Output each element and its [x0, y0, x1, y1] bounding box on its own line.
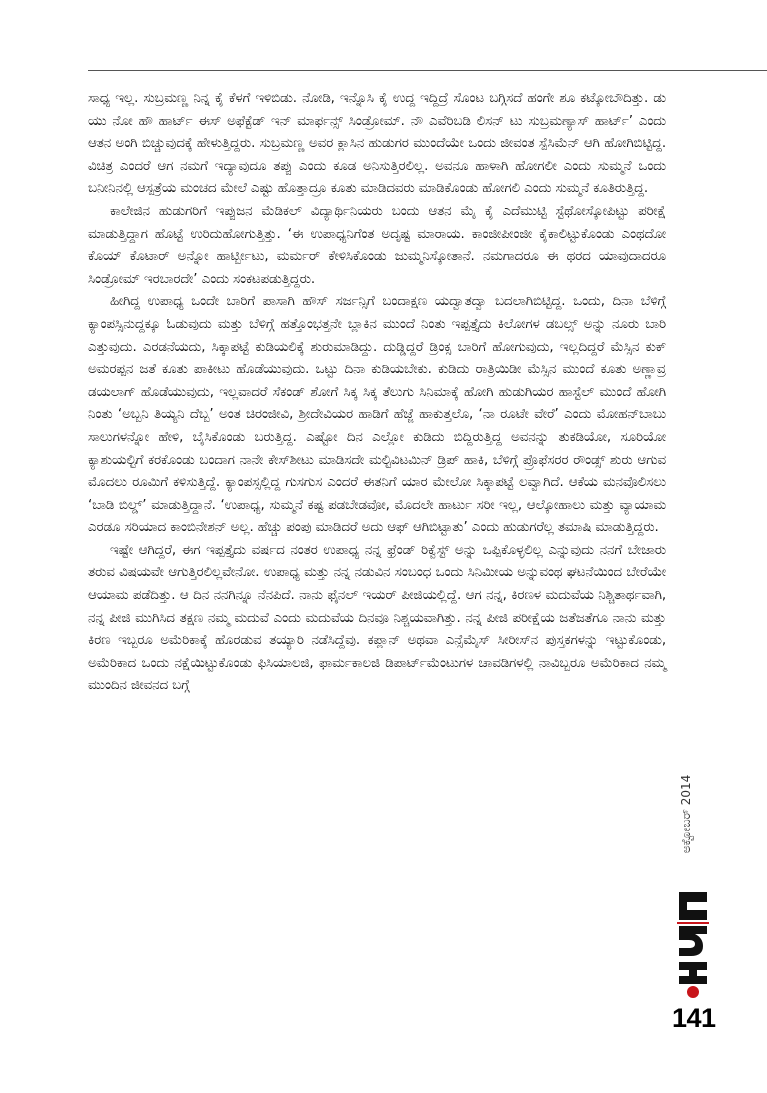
issue-date: ಅಕ್ಟೋಬರ್ 2014: [679, 774, 693, 854]
page-number: 141: [672, 1003, 716, 1033]
magazine-logo: [673, 888, 713, 1000]
header-rule: [88, 70, 767, 71]
article-paragraph: ಇಷ್ಟೇ ಆಗಿದ್ದರೆ, ಈಗ ಇಪ್ಪತ್ತೈದು ವರ್ಷದ ನಂತರ ಉಪಾಧ್ಯ ನನ್ನ ಫ್ರೆಂಡ್ ರಿಕ್ವೆಸ್ಟ್ ಅನ್ನು ಒಪ್ಪಿಕೊಳ್ಳಲಿಲ್ಲ ಎನ್ನುವುದು ನನಗೆ ಬೇಜಾರು ತರುವ ವಿಷಯವೇ ಆಗುತ್ತಿರಲಿಲ್ಲವೇನೋ. ಉಪಾಧ್ಯ ಮತ್ತು ನನ್ನ ನಡುವಿನ ಸಂಬಂಧ ಒಂದು ಸಿನಿಮೀಯ ಅನ್ನುವಂಥ ಘಟನೆಯಿಂದ ಬೇರೆಯೇ ಆಯಾಮ ಪಡೆದಿತ್ತು. ಆ ದಿನ ನನಗಿನ್ನೂ ನೆನಪಿದೆ. ನಾನು ಫೈನಲ್ ಇಯರ್ ಪೀಜಿಯಲ್ಲಿದ್ದೆ. ಆಗ ನನ್ನ, ಕಿರಣಳ ಮದುವೆಯ ನಿಶ್ಚಿತಾರ್ಥವಾಗಿ, ನನ್ನ ಪೀಜಿ ಮುಗಿಸಿದ ತಕ್ಷಣ ನಮ್ಮ ಮದುವೆ ಎಂದು ಮದುವೆಯ ದಿನವೂ ನಿಶ್ಚಯವಾಗಿತ್ತು. ನನ್ನ ಪೀಜಿ ಪರೀಕ್ಷೆಯ ಜತೆಜತೆಗೂ ನಾನು ಮತ್ತು ಕಿರಣ ಇಬ್ಬರೂ ಅಮೆರಿಕಾಕ್ಕೆ ಹೊರಡುವ ತಯ್ಯಾರಿ ನಡೆಸಿದ್ದೆವು. ಕಪ್ಲಾನ್ ಅಥವಾ ಎನ್ಸೆಮೈಸ್ ಸೀರೀಸ್‌ನ ಪುಸ್ತಕಗಳನ್ನು ಇಟ್ಟುಕೊಂಡು, ಅಮೆರಿಕಾದ ಒಂದು ನಕ್ಷೆಯಿಟ್ಟುಕೊಂಡು ಫಿಸಿಯಾಲಜಿ, ಫಾರ್ಮಕಾಲಜಿ ಡಿಪಾರ್ಟ್‌ಮೆಂಟುಗಳ ಚಾವಡಿಗಳಲ್ಲಿ ನಾವಿಬ್ಬರೂ ಅಮೆರಿಕಾದ ನಮ್ಮ ಮುಂದಿನ ಜೀವನದ ಬಗ್ಗೆ: [88, 542, 666, 694]
article-body: [88, 88, 666, 698]
article-paragraph: ಕಾಲೇಜಿನ ಹುಡುಗರಿಗೆ ಇಪ್ಪುಜನ ಮೆಡಿಕಲ್ ವಿದ್ಯಾರ್ಥಿನಿಯರು ಬಂದು ಆತನ ಮೈ ಕೈ ಎದೆಮುಟ್ಟಿ ಸ್ಟೆಥೋಸ್ಕೋಪಿಟ್ಟು ಪರೀಕ್ಷೆ ಮಾಡುತ್ತಿದ್ದಾಗ ಹೊಟ್ಟೆ ಉರಿದುಹೋಗುತ್ತಿತ್ತು. ‘ಈ ಉಪಾಧ್ಯನಿಗೆಂತ ಅದೃಷ್ಟ ಮಾರಾಯ. ಕಾಂಜೀಪೀಂಜೀ ಕೈಕಾಲಿಟ್ಟುಕೊಂಡು ಎಂಥದೋ ಕೊಯ್ ಕೊಟಾರ್ ಅನ್ನೋ ಹಾರ್ಟ್ಬೀಟು, ಮರ್ಮರ್ ಕೇಳಿಸಿಕೊಂಡು ಜುಮ್ಮನಿಸ್ಕೋತಾನೆ. ನಮಗಾದರೂ ಈ ಥರದ ಯಾವುದಾದರೂ ಸಿಂಡ್ರೋಮ್ ಇರಬಾರದೇ’ ಎಂದು ಸಂಕಟಪಡುತ್ತಿದ್ದರು.: [88, 203, 666, 287]
article-paragraph: ಸಾಧ್ಯ ಇಲ್ಲ. ಸುಬ್ರಮಣ್ಣ ನಿನ್ನ ಕೈ ಕೆಳಗೆ ಇಳಿಬಿಡು. ನೋಡಿ, ಇನ್ನೊಸಿ ಕೈ ಉದ್ದ ಇದ್ದಿದ್ರೆ ಸೊಂಟ ಬಗ್ಗಿಸದೆ ಹಂಗೇ ಶೂ ಕಟ್ಕೋಬೌದಿತ್ತು. ಡು ಯು ನೋ ಹೌ ಹಾರ್ಟ್ ಈಸ್ ಅಫೆಕ್ಟೆಡ್ ಇನ್ ಮಾರ್ಫನ್ಸ್ ಸಿಂಡ್ರೋಮ್. ನೌ ಎವೆರಿಬಡಿ ಲಿಸನ್ ಟು ಸುಬ್ರಮಣ್ಯಾಸ್ ಹಾರ್ಟ್’ ಎಂದು ಆತನ ಅಂಗಿ ಬಿಚ್ಚುವುದಕ್ಕೆ ಹೇಳುತ್ತಿದ್ದರು. ಸುಬ್ರಮಣ್ಣ ಅವರ ಕ್ಲಾಸಿನ ಹುಡುಗರ ಮುಂದೆಯೇ ಒಂದು ಜೀವಂತ ಸ್ಪೆಸಿಮೆನ್ ಆಗಿ ಹೋಗಿಬಿಟ್ಟಿದ್ದ. ವಿಚಿತ್ರ ಎಂದರೆ ಆಗ ನಮಗೆ ಇದ್ಯಾವುದೂ ತಪ್ಪು ಎಂದು ಕೂಡ ಅನಿಸುತ್ತಿರಲಿಲ್ಲ. ಅವನೂ ಹಾಳಾಗಿ ಹೋಗಲೀ ಎಂದು ಸುಮ್ಮನೆ ಒಂದು ಬನೀನಿನಲ್ಲಿ ಆಸ್ಪತ್ರೆಯ ಮಂಚದ ಮೇಲೆ ಎಷ್ಟು ಹೊತ್ತಾದ್ರೂ ಕೂತು ಮಾಡಿದವರು ಮಾಡಿಕೊಂಡು ಹೋಗಲಿ ಎಂದು ಸುಮ್ಮನೆ ಕೂತಿರುತ್ತಿದ್ದ.: [88, 91, 666, 197]
magazine-sidebar: [672, 760, 714, 1010]
article-paragraph: ಹೀಗಿದ್ದ ಉಪಾಧ್ಯ ಒಂದೇ ಬಾರಿಗೆ ಪಾಸಾಗಿ ಹೌಸ್ ಸರ್ಜನ್ಸಿಗೆ ಬಂದಾಕ್ಷಣ ಯದ್ವಾತದ್ವಾ ಬದಲಾಗಿಬಿಟ್ಟಿದ್ದ. ಒಂದು, ದಿನಾ ಬೆಳಿಗ್ಗೆ ಕ್ಯಾಂಪಸ್ಸಿನುದ್ದಕ್ಕೂ ಓಡುವುದು ಮತ್ತು ಬೆಳಿಗ್ಗೆ ಹತ್ತೊಂಭತ್ತನೇ ಬ್ಲಾಕಿನ ಮುಂದೆ ನಿಂತು ಇಪ್ಪತ್ತೈದು ಕಿಲೋಗಳ ಡಬಲ್ಸ್ ಅನ್ನು ನೂರು ಬಾರಿ ಎತ್ತುವುದು. ಎರಡನೆಯದು, ಸಿಕ್ಕಾಪಟ್ಟೆ ಕುಡಿಯಲಿಕ್ಕೆ ಶುರುಮಾಡಿದ್ದು. ದುಡ್ಡಿದ್ದರೆ ಡ್ರಿಂಕ್ಸ ಬಾರಿಗೆ ಹೋಗುವುದು, ಇಲ್ಲದಿದ್ದರೆ ಮೆಸ್ಸಿನ ಕುಕ್ ಅಮರಪ್ಪನ ಜತೆ ಕೂತು ಪಾಕೀಟು ಹೊಡೆಯುವುದು. ಒಟ್ಟು ದಿನಾ ಕುಡಿಯಬೇಕು. ಕುಡಿದು ರಾತ್ರಿಯಿಡೀ ಮೆಸ್ಸಿನ ಮುಂದೆ ಕೂತು ಅಣ್ಣಾವ್ರ ಡಯಲಾಗ್ ಹೊಡೆಯುವುದು, ಇಲ್ಲವಾದರೆ ಸೆಕಂಡ್ ಶೋಗೆ ಸಿಕ್ಕ ಸಿಕ್ಕ ತೆಲುಗು ಸಿನಿಮಾಕ್ಕೆ ಹೋಗಿ ಹುಡುಗಿಯರ ಹಾಸ್ಟೆಲ್ ಮುಂದೆ ಹೋಗಿ ನಿಂತು ‘ಅಬ್ಬನಿ ತಿಯ್ಯನಿ ದೆಬ್ಬ’ ಅಂತ ಚಿರಂಜೀವಿ, ಶ್ರೀದೇವಿಯರ ಹಾಡಿಗೆ ಹೆಜ್ಜೆ ಹಾಕುತ್ತಲೊ, ‘ನಾ ರೂಟೇ ವೇರೆ’ ಎಂದು ಮೋಹನ್‌ಬಾಬು ಸಾಲುಗಳನ್ನೋ ಹೇಳಿ, ಬೈಸಿಕೊಂಡು ಬರುತ್ತಿದ್ದ. ಎಷ್ಟೋ ದಿನ ಎಲ್ಲೋ ಕುಡಿದು ಬಿದ್ದಿರುತ್ತಿದ್ದ ಅವನನ್ನು ತುಕಡಿಯೋ, ಸೂರಿಯೋ ಕ್ಯಾಶುಯಲ್ಟಿಗೆ ಕರಕೊಂಡು ಬಂದಾಗ ನಾನೇ ಕೇಸ್‌ಶೀಟು ಮಾಡಿಸದೇ ಮಲ್ಟಿವಿಟಮಿನ್ ಡ್ರಿಪ್ ಹಾಕಿ, ಬೆಳಿಗ್ಗೆ ಪ್ರೊಫೆಸರರ ರೌಂಡ್ಸ್ ಶುರು ಆಗುವ ಮೊದಲು ರೂಮಿಗೆ ಕಳಿಸುತ್ತಿದ್ದೆ. ಕ್ಯಾಂಪಸ್ಸಲ್ಲಿದ್ದ ಗುಸಗುಸ ಎಂದರೆ ಈತನಿಗೆ ಯಾರ ಮೇಲೋ ಸಿಕ್ಕಾಪಟ್ಟೆ ಲವ್ವಾಗಿದೆ. ಆಕೆಯ ಮನವೊಲಿಸಲು ‘ಬಾಡಿ ಬಿಲ್ಡ್’ ಮಾಡುತ್ತಿದ್ದಾನೆ. ‘ಉಪಾಧ್ಯ, ಸುಮ್ಮನೆ ಕಷ್ಟ ಪಡಬೇಡವೋ, ಮೊದಲೇ ಹಾರ್ಟು ಸರೀ ಇಲ್ಲ, ಆಲ್ಕೋಹಾಲು ಮತ್ತು ವ್ಯಾಯಾಮ ಎರಡೂ ಸರಿಯಾದ ಕಾಂಬಿನೇಶನ್ ಅಲ್ಲ. ಹೆಚ್ಚು ಪಂಪು ಮಾಡಿದರೆ ಅದು ಆಫ್ ಆಗಿಬಿಟ್ಟಾತು’ ಎಂದು ಹುಡುಗರೆಲ್ಲ ತಮಾಷಿ ಮಾಡುತ್ತಿದ್ದರು.: [88, 294, 666, 536]
